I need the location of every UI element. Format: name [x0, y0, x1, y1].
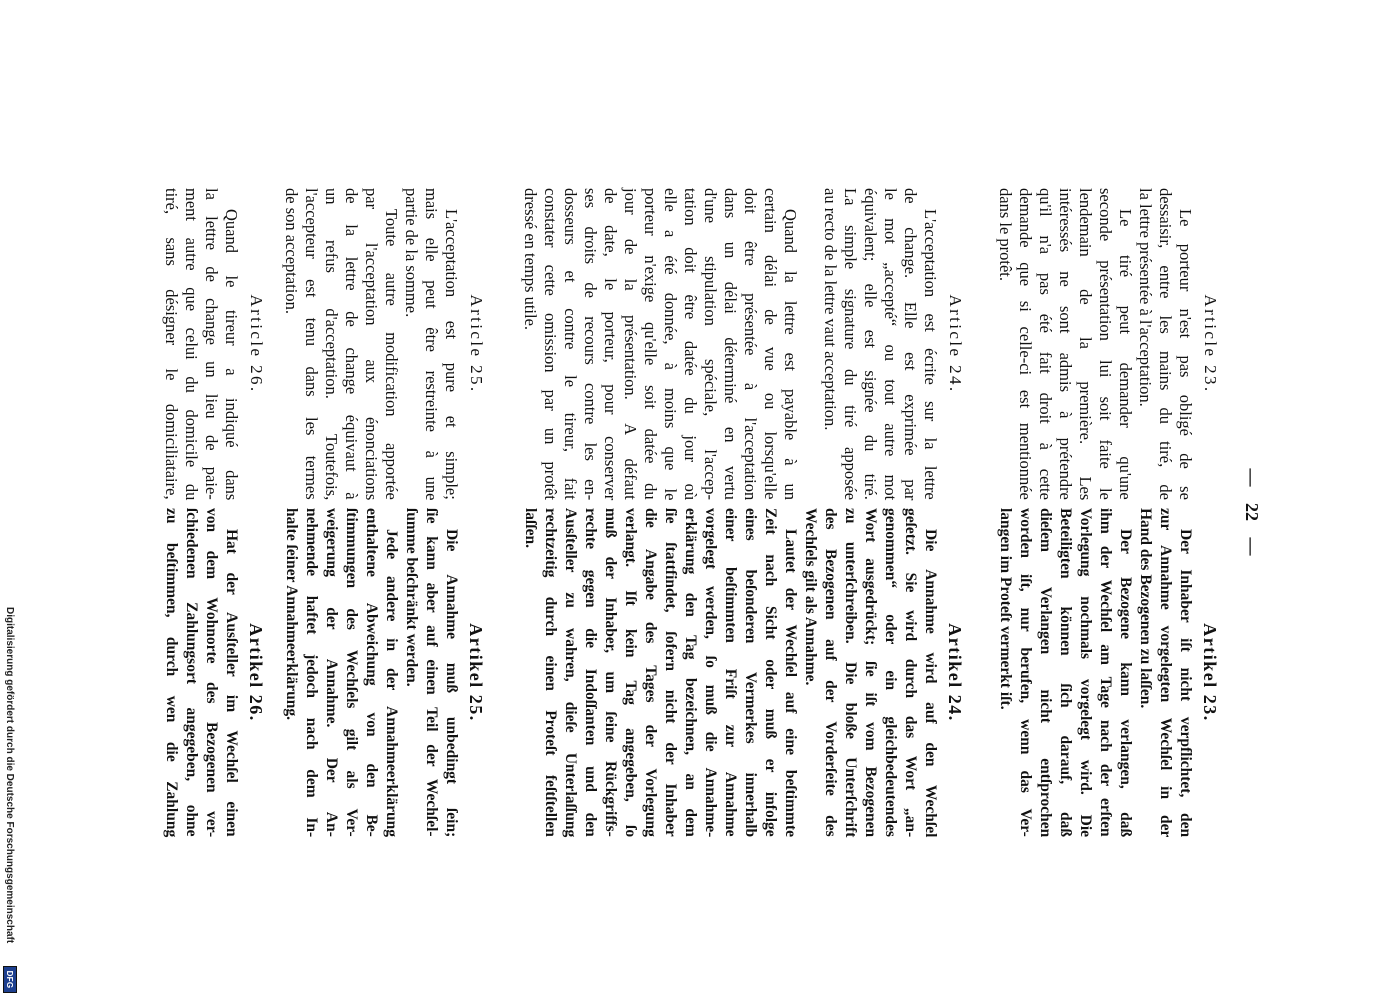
- text-line: [920, 508, 940, 837]
- text-line: [201, 188, 221, 500]
- article-26-french: [161, 188, 268, 500]
- line-text: dressé en temps utile.: [521, 188, 540, 331]
- text-line: [1095, 188, 1115, 500]
- line-text: dans un délai déterminé en vertu: [721, 188, 740, 500]
- article-23-german: [995, 508, 1222, 837]
- line-text: zu unterſchreiben. Die bloße Unterſchrift: [842, 508, 859, 838]
- text-line: [341, 508, 361, 837]
- text-line: [740, 188, 760, 500]
- text-line: [441, 508, 461, 837]
- text-line: [401, 508, 421, 837]
- text-line: [860, 188, 880, 500]
- paragraph: [281, 508, 401, 837]
- article-body: [995, 188, 1195, 500]
- line-text: Der Bezogene kann verlangen, daß: [1117, 529, 1134, 838]
- article-body: [161, 188, 241, 500]
- line-text: dosseurs et contre le tireur, fait: [561, 188, 580, 500]
- article-24-german: [520, 508, 967, 837]
- line-text: ment autre que celui du domicile du: [182, 188, 201, 501]
- text-line: [301, 508, 321, 837]
- text-line: [181, 508, 201, 837]
- text-line: [321, 508, 341, 837]
- paragraph: [281, 188, 401, 500]
- text-line: [600, 188, 620, 500]
- line-text: qu'il n'a pas été fait droit à cette: [1036, 188, 1055, 500]
- text-line: [660, 188, 680, 500]
- text-line: [660, 508, 680, 837]
- text-line: [860, 508, 880, 837]
- text-line: [700, 508, 720, 837]
- paragraph: [520, 508, 800, 837]
- line-text: L'acceptation est écrite sur la lettre: [921, 209, 940, 500]
- line-text: Der Inhaber iſt nicht verpflichtet, den: [1177, 529, 1194, 838]
- text-line: [700, 188, 720, 500]
- text-line: [560, 188, 580, 500]
- text-line: [1055, 508, 1075, 837]
- line-text: de change. Elle est exprimée par: [901, 188, 920, 501]
- text-line: [560, 508, 580, 837]
- line-text: zu beſtimmen, durch wen die Zahlung: [163, 508, 180, 838]
- text-line: [780, 508, 800, 837]
- text-line: [620, 188, 640, 500]
- line-text: Ausſteller zu wahren, dieſe Unterlaſſung: [562, 508, 579, 838]
- text-line: [1035, 508, 1055, 837]
- line-text: Zeit nach Sicht oder muß er infolge: [762, 508, 779, 837]
- line-text: weigerung der Annahme. Der An-: [323, 508, 340, 837]
- line-text: au recto de la lettre vaut acceptation.: [821, 188, 840, 431]
- line-text: le mot „accepté“ ou tout autre mot: [881, 188, 900, 501]
- paragraph: [995, 188, 1135, 500]
- text-line: [580, 188, 600, 500]
- article-heading: Artikel 24.: [945, 623, 965, 722]
- line-text: Le tiré peut demander qu'une: [1116, 209, 1135, 500]
- line-text: vorgelegt werden, ſo muß die Annahme-: [702, 508, 719, 838]
- line-text: Quand le tireur a indiqué dans: [222, 209, 241, 501]
- article-heading: Artikel 23.: [1200, 623, 1220, 722]
- line-text: ihm der Wechſel am Tage nach der erſten: [1097, 508, 1114, 837]
- text-line: [281, 188, 301, 500]
- line-text: des Bezogenen auf der Vorderſeite des: [822, 508, 839, 837]
- line-text: tation doit être datée du jour où: [681, 188, 700, 501]
- text-line: [540, 508, 560, 837]
- line-text: Lautet der Wechſel auf eine beſtimmte: [782, 529, 799, 837]
- line-text: dans le protêt.: [996, 188, 1015, 282]
- line-text: Wechſels gilt als Annahme.: [802, 508, 819, 686]
- line-text: eines beſonderen Vermerkes innerhalb: [742, 508, 759, 838]
- text-line: [720, 188, 740, 500]
- paragraph: [800, 508, 940, 837]
- line-text: la lettre présentée à l'acceptation.: [1136, 188, 1155, 407]
- article-body: [161, 508, 241, 837]
- article-body: [281, 508, 461, 837]
- text-line: [441, 188, 461, 500]
- text-line: [221, 188, 241, 500]
- article-body: [995, 508, 1195, 837]
- line-text: ſie kann aber auf einen Teil der Wechſel-: [423, 508, 440, 837]
- text-line: [281, 508, 301, 837]
- text-line: [341, 188, 361, 500]
- text-line: [1015, 188, 1035, 500]
- line-text: enthaltene Abweichung von den Be-: [363, 508, 380, 837]
- line-text: ſchiedenen Zahlungsort angegeben, ohne: [183, 508, 200, 837]
- line-text: dieſem Verlangen nicht entſprochen: [1037, 508, 1054, 838]
- line-text: porteur n'exige qu'elle soit datée du: [641, 188, 660, 500]
- line-text: d'une stipulation spéciale, l'accep-: [701, 188, 720, 500]
- article-body: [281, 188, 461, 500]
- line-text: halte ſeiner Annahmeerklärung.: [283, 508, 300, 720]
- text-line: [1075, 508, 1095, 837]
- text-line: [520, 188, 540, 500]
- text-line: [361, 188, 381, 500]
- line-text: elle a été donnée, à moins que le: [661, 188, 680, 501]
- text-line: [640, 508, 660, 837]
- line-text: muß der Inhaber, um ſeine Rückgriffs-: [602, 508, 619, 837]
- line-text: ſie ſtattfindet, ſofern nicht der Inhaber: [662, 508, 679, 837]
- line-text: lendemain de la première. Les: [1076, 188, 1095, 501]
- text-line: [720, 508, 740, 837]
- text-line: [760, 508, 780, 837]
- funding-notice-text: Digitalisierung gefördert durch die Deutsche Forschungsgemeinschaft: [4, 607, 16, 944]
- text-line: [421, 508, 441, 837]
- line-text: un refus d'acceptation. Toutefois,: [322, 188, 341, 501]
- dfg-funding-notice: [2, 607, 18, 993]
- line-text: certain délai de vue ou lorsqu'elle: [761, 188, 780, 500]
- line-text: constater cette omission par un protêt: [541, 188, 560, 500]
- text-line: [880, 508, 900, 837]
- line-text: ſtimmungen des Wechſels gilt als Ver-: [343, 508, 360, 837]
- line-text: Toute autre modification apportée: [382, 209, 401, 500]
- line-text: ſumme beſchränkt werden.: [403, 508, 420, 687]
- paragraph: [820, 188, 940, 500]
- line-text: einer beſtimmten Friſt zur Annahme: [722, 508, 739, 837]
- text-line: [580, 508, 600, 837]
- text-line: [640, 188, 660, 500]
- text-line: [361, 508, 381, 837]
- text-line: [880, 188, 900, 500]
- line-text: doit être présentée à l'acceptation: [741, 188, 760, 501]
- text-line: [1115, 188, 1135, 500]
- paragraph: [161, 188, 241, 500]
- text-line: [680, 188, 700, 500]
- text-line: [181, 188, 201, 500]
- text-line: [1035, 188, 1055, 500]
- line-text: ses droits de recours contre les en-: [581, 188, 600, 501]
- line-text: tiré, sans désigner le domiciliataire,: [162, 188, 181, 500]
- line-text: laſſen.: [522, 508, 539, 549]
- text-line: [1015, 508, 1035, 837]
- text-line: [421, 188, 441, 500]
- line-text: Hat der Ausſteller im Wechſel einen: [223, 529, 240, 837]
- line-text: L'acceptation est pure et simple;: [442, 209, 461, 500]
- document-page: [120, 170, 1270, 870]
- line-text: seconde présentation lui soit faite le: [1096, 188, 1115, 500]
- line-text: demande que si celle-ci est mentionnée: [1016, 188, 1035, 500]
- line-text: La simple signature du tiré apposée: [841, 188, 860, 501]
- line-text: par l'acceptation aux énonciations: [362, 188, 381, 501]
- article-body: [520, 508, 940, 837]
- text-line: [1075, 188, 1095, 500]
- article-heading: Artikel 25.: [466, 623, 486, 722]
- dfg-logo: DFG: [3, 966, 17, 993]
- line-text: rechte gegen die Indoſſanten und den: [582, 508, 599, 837]
- line-text: worden iſt, nur berufen, wenn das Ver-: [1017, 508, 1034, 837]
- text-line: [600, 508, 620, 837]
- text-line: [1175, 188, 1195, 500]
- text-line: [995, 508, 1015, 837]
- text-line: [920, 188, 940, 500]
- text-line: [321, 188, 341, 500]
- article-heading: Article 23.: [1201, 294, 1220, 394]
- article-heading: Article 24.: [946, 294, 965, 394]
- german-column: [120, 508, 1270, 837]
- line-text: jour de la présentation. A défaut: [621, 188, 640, 500]
- page-number: — 22 —: [1242, 468, 1262, 556]
- article-23-french: [995, 188, 1222, 500]
- text-line: [800, 508, 820, 837]
- text-line: [620, 508, 640, 837]
- line-text: Hand des Bezogenen zu laſſen.: [1137, 508, 1154, 709]
- line-text: langen im Proteſt vermerkt iſt.: [997, 508, 1014, 710]
- line-text: l'accepteur est tenu dans les termes: [302, 188, 321, 500]
- line-text: intéressés ne sont admis à prétendre: [1056, 188, 1075, 500]
- text-line: [840, 508, 860, 837]
- text-line: [680, 508, 700, 837]
- text-line: [161, 188, 181, 500]
- text-line: [900, 188, 920, 500]
- text-line: [740, 508, 760, 837]
- text-line: [1155, 508, 1175, 837]
- paragraph: [1135, 508, 1195, 837]
- text-line: [1115, 508, 1135, 837]
- line-text: verlangt. Iſt kein Tag angegeben, ſo: [622, 508, 639, 838]
- text-line: [760, 188, 780, 500]
- line-text: la lettre de change un lieu de paie-: [202, 188, 221, 500]
- text-line: [1095, 508, 1115, 837]
- line-text: de son acceptation.: [282, 188, 301, 314]
- line-text: Le porteur n'est pas obligé de se: [1176, 209, 1195, 500]
- line-text: Quand la lettre est payable à un: [781, 209, 800, 500]
- line-text: nehmende haftet jedoch nach dem In-: [303, 508, 320, 838]
- text-line: [401, 188, 421, 500]
- article-25-french: [281, 188, 488, 500]
- text-line: [201, 508, 221, 837]
- text-line: [1155, 188, 1175, 500]
- paragraph: [1135, 188, 1195, 500]
- text-line: [221, 508, 241, 837]
- line-text: rechtzeitig durch einen Proteſt feſtſtellen: [542, 508, 559, 837]
- line-text: Vorlegung nochmals vorgelegt wird. Die: [1077, 508, 1094, 838]
- line-text: dessaisir, entre les mains du tiré, de: [1156, 188, 1175, 500]
- text-line: [1135, 508, 1155, 837]
- line-text: Jede andere in der Annahmeerklärung: [383, 529, 400, 838]
- text-line: [381, 508, 401, 837]
- line-text: partie de la somme.: [402, 188, 421, 318]
- text-line: [780, 188, 800, 500]
- text-line: [840, 188, 860, 500]
- article-25-german: [281, 508, 488, 837]
- text-line: [820, 508, 840, 837]
- text-line: [1175, 508, 1195, 837]
- article-body: [520, 188, 940, 500]
- text-line: [520, 508, 540, 837]
- line-text: geſetzt. Sie wird durch das Wort „an-: [902, 508, 919, 838]
- line-text: équivalent; elle est signée du tiré.: [861, 188, 880, 500]
- text-line: [381, 188, 401, 500]
- line-text: mais elle peut être restreinte à une: [422, 188, 441, 501]
- line-text: Die Annahme muß unbedingt ſein;: [443, 529, 460, 838]
- paragraph: [401, 508, 461, 837]
- text-line: [161, 508, 181, 837]
- french-column: [120, 188, 1270, 500]
- paragraph: [401, 188, 461, 500]
- paragraph: [995, 508, 1135, 837]
- line-text: genommen“ oder ein gleichbedeutendes: [882, 508, 899, 837]
- text-line: [301, 188, 321, 500]
- line-text: die Angabe des Tages der Vorlegung: [642, 508, 659, 837]
- article-heading: Article 26.: [247, 294, 266, 394]
- line-text: de date, le porteur, pour conserver: [601, 188, 620, 501]
- paragraph: [161, 508, 241, 837]
- article-26-german: [161, 508, 268, 837]
- article-24-french: [520, 188, 967, 500]
- line-text: erklärung den Tag bezeichnen, an dem: [682, 508, 699, 837]
- line-text: zur Annahme vorgelegten Wechſel in der: [1157, 508, 1174, 838]
- text-line: [820, 188, 840, 500]
- text-line: [1135, 188, 1155, 500]
- text-line: [900, 508, 920, 837]
- line-text: von dem Wohnorte des Bezogenen ver-: [203, 508, 220, 838]
- line-text: Wort ausgedrückt; ſie iſt vom Bezogenen: [862, 508, 879, 838]
- line-text: Die Annahme wird auf den Wechſel: [922, 529, 939, 838]
- article-heading: Article 25.: [467, 294, 486, 394]
- article-heading: Artikel 26.: [246, 623, 266, 722]
- text-line: [995, 188, 1015, 500]
- text-line: [540, 188, 560, 500]
- paragraph: [520, 188, 800, 500]
- line-text: Beteiligten können ſich darauf, daß: [1057, 508, 1074, 837]
- text-line: [1055, 188, 1075, 500]
- line-text: de la lettre de change équivaut à: [342, 188, 361, 500]
